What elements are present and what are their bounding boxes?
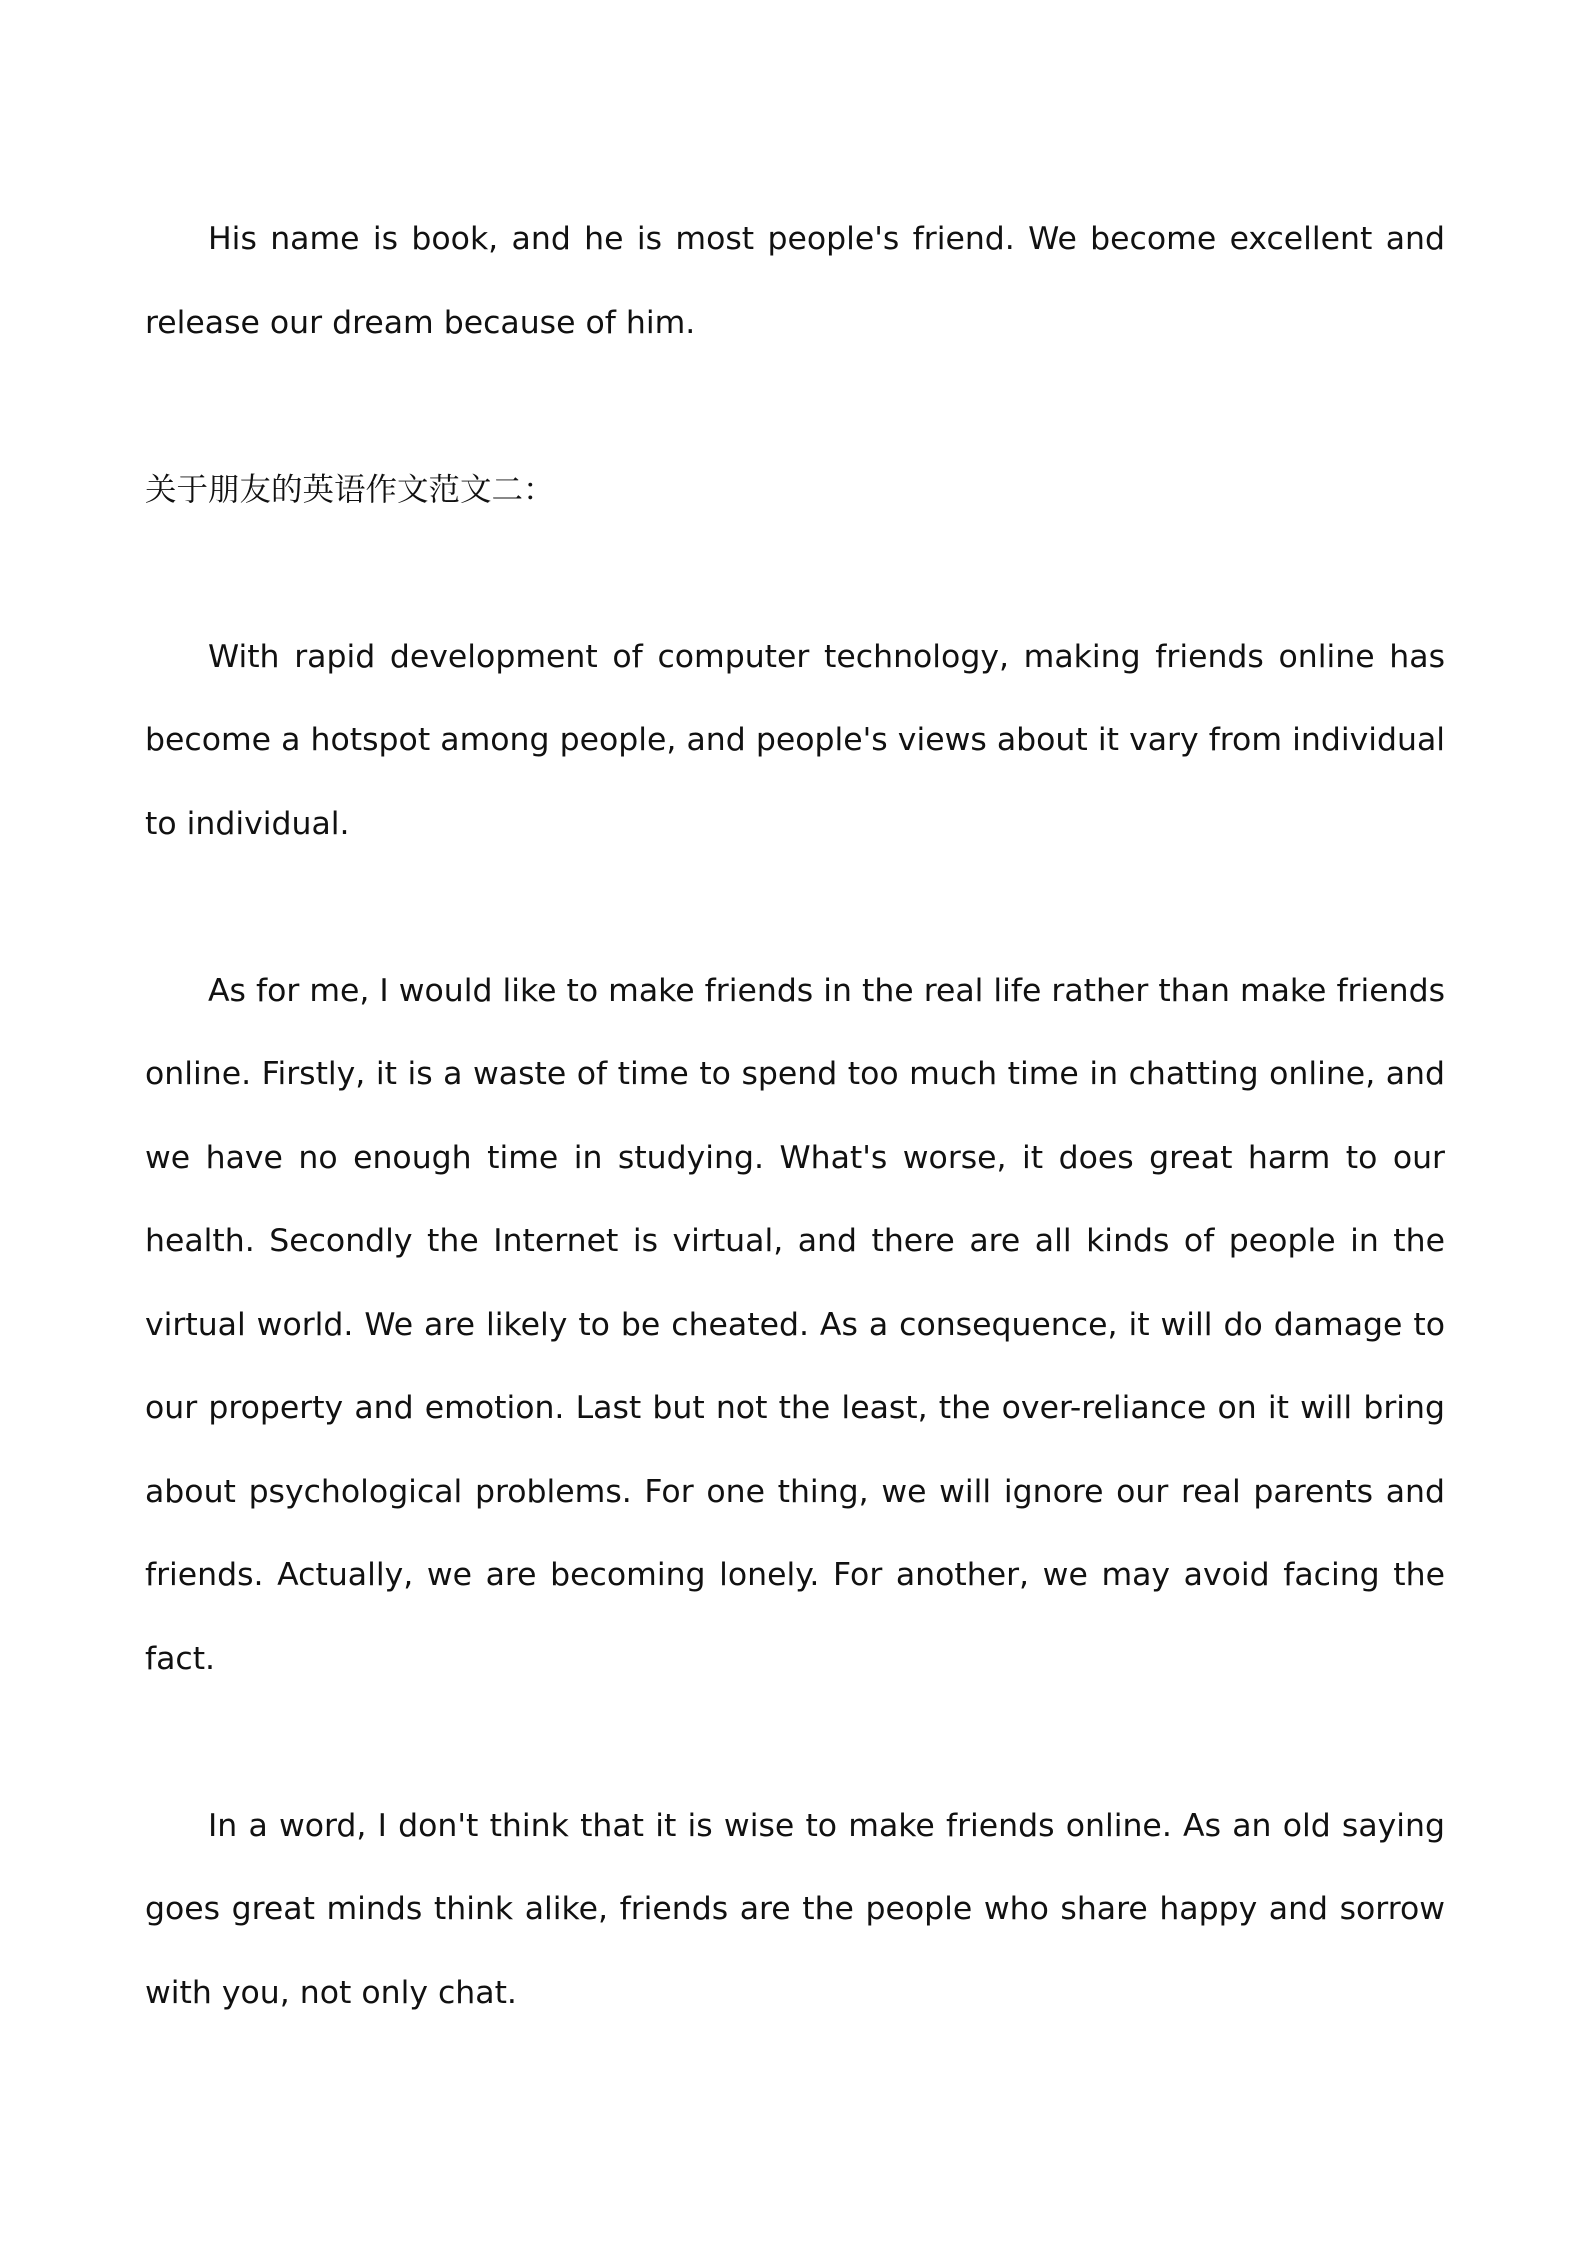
paragraph-spacer	[145, 1701, 1445, 1785]
paragraph-online-friends-intro: With rapid development of computer technology, making friends online has become a hotspot among people, and people's views about it vary from individual to individual.	[145, 638, 1445, 842]
paragraph-conclusion: In a word, I don't think that it is wise to make friends online. As an old saying goes great minds think alike, friends are the people who share happy and sorrow with you, not only chat.	[145, 1807, 1445, 2011]
paragraph-spacer	[145, 365, 1445, 449]
section-heading: 关于朋友的英语作文范文二：	[145, 471, 555, 508]
paragraph-spacer	[145, 866, 1445, 950]
paragraph-book-friend: His name is book, and he is most people's friend. We become excellent and release our dream because of him.	[145, 221, 1445, 341]
paragraph-spacer	[145, 532, 1445, 616]
document-body	[145, 198, 1445, 2035]
paragraph-opinion: As for me, I would like to make friends in the real life rather than make friends online. Firstly, it is a waste of time to spend too much time in chatting online, and we have no enough time in studying. What's worse, it does great harm to our health. Secondly the Internet is virtual, and there are all kinds of people in the virtual world. We are likely to be cheated. As a consequence, it will do damage to our property and emotion. Last but not the least, the over-reliance on it will bring about psychological problems. For one thing, we will ignore our real parents and friends. Actually, we are becoming lonely. For another, we may avoid facing the fact.	[145, 972, 1445, 1677]
